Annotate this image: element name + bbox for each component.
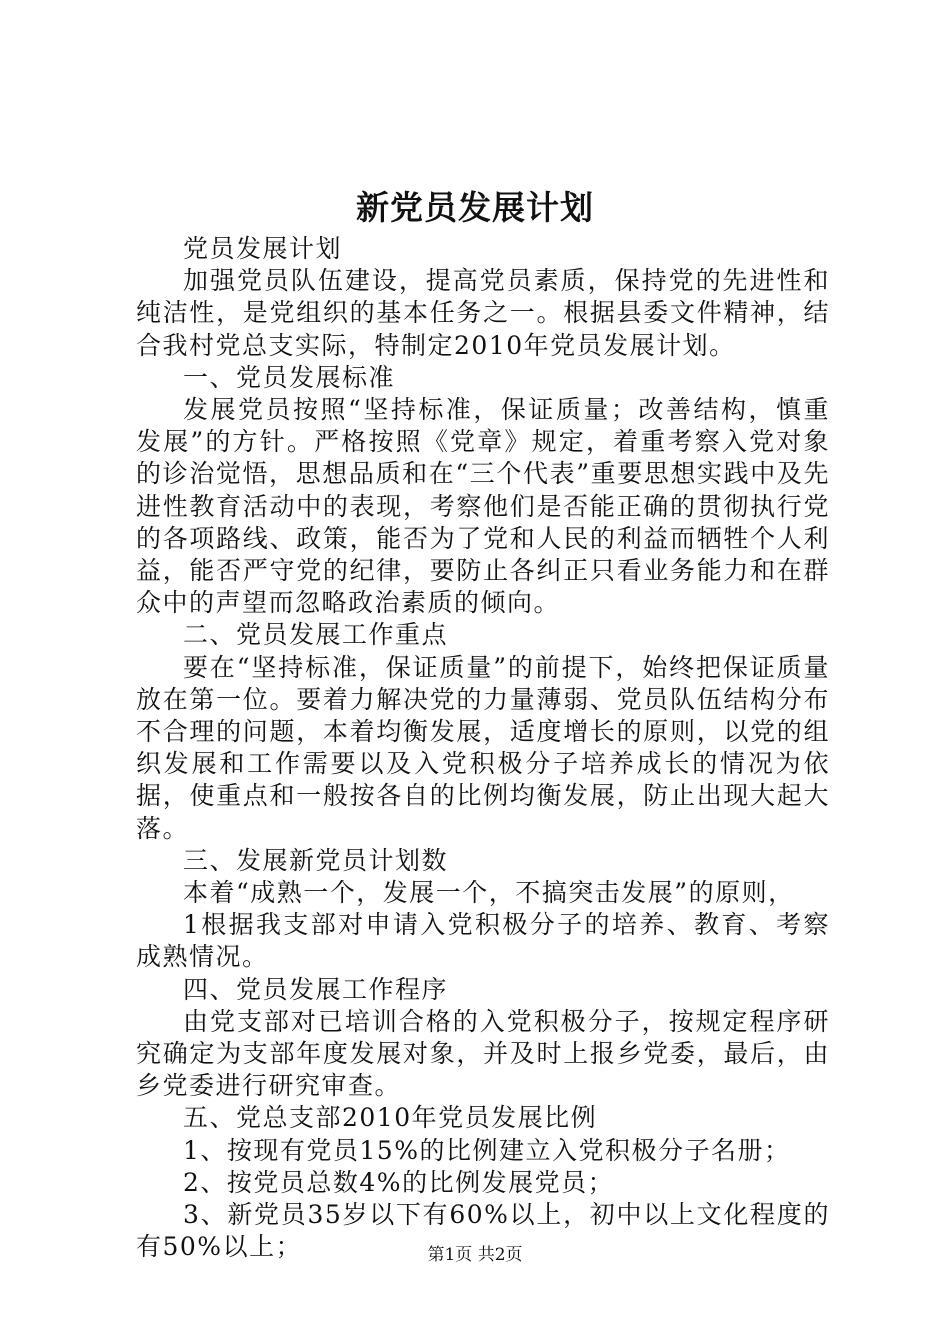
paragraph-key-points: 要在“坚持标准，保证质量”的前提下，始终把保证质量放在第一位。要着力解决党的力量薄弱、党员队伍结构分布不合理的问题，本着均衡发展，适度增长的原则，以党的组织发展和工作需要以及入党积极分子培养成长的情况为依据，使重点和一般按各自的比例均衡发展，防止出现大起大落。: [136, 652, 830, 843]
paragraph-standards: 发展党员按照“坚持标准，保证质量；改善结构，慎重发展”的方针。严格按照《党章》规定，着重考察入党对象的诊治觉悟，思想品质和在“三个代表”重要思想实践中及先进性教育活动中的表现，考察他们是否能正确的贯彻执行党的各项路线、政策，能否为了党和人民的利益而牺牲个人利益，能否严守党的纪律，要防止各纠正只看业务能力和在群众中的声望而忽略政治素质的倾向。: [136, 395, 830, 618]
section-heading-2: 二、党员发展工作重点: [183, 620, 449, 650]
section-heading-4: 四、党员发展工作程序: [183, 974, 449, 1004]
paragraph-intro: 加强党员队伍建设，提高党员素质，保持党的先进性和纯洁性，是党组织的基本任务之一。根据县委文件精神，结合我村党总支实际，特制定2010年党员发展计划。: [136, 266, 830, 360]
document-title: 新党员发展计划: [356, 188, 594, 227]
section-heading-1: 一、党员发展标准: [183, 362, 396, 392]
list-item-ratio-3: 3、新党员35岁以下有60%以上，初中以上文化程度的有50%以上；: [136, 1200, 830, 1262]
section-heading-3: 三、发展新党员计划数: [183, 845, 449, 875]
paragraph-procedure: 由党支部对已培训合格的入党积极分子，按规定程序研究确定为支部年度发展对象，并及时上报乡党委，最后，由乡党委进行研究审查。: [136, 1006, 830, 1101]
paragraph-item-1: 1根据我支部对申请入党积极分子的培养、教育、考察成熟情况。: [136, 910, 830, 972]
page-footer: 第1页 共2页: [427, 1245, 523, 1265]
document-body: [136, 233, 830, 1264]
paragraph-principle: 本着“成熟一个，发展一个，不搞突击发展”的原则，: [183, 878, 795, 908]
list-item-ratio-2: 2、按党员总数4%的比例发展党员；: [183, 1167, 615, 1197]
list-item-ratio-1: 1、按现有党员15%的比例建立入党积极分子名册；: [183, 1135, 791, 1165]
section-heading-5: 五、党总支部2010年党员发展比例: [183, 1103, 598, 1133]
paragraph-heading-plan: 党员发展计划: [183, 234, 343, 263]
